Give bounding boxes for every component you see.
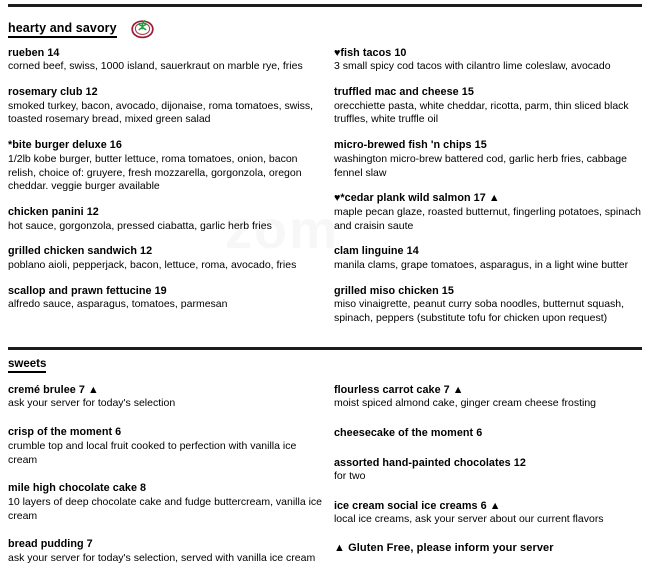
menu-item-description: corned beef, swiss, 1000 island, sauerkraut on marble rye, fries [8, 60, 303, 73]
menu-item-name: flourless carrot cake 7 ▲ [333, 384, 464, 397]
menu-item-description: poblano aioli, pepperjack, bacon, lettuce, roma, avocado, fries [8, 258, 297, 271]
menu-item-description: maple pecan glaze, roasted butternut, fingerling potatoes, spinach and craisin saute [333, 205, 641, 232]
menu-item [8, 138, 324, 194]
section-title-savory: hearty and savory [8, 22, 117, 38]
menu-item [334, 138, 642, 180]
menu-item-name: cheesecake of the moment 6 [333, 427, 483, 440]
menu-item-description: crumble top and local fruit cooked to perfection with vanilla ice cream [8, 439, 297, 466]
sweets-left-column [8, 383, 334, 580]
section-title-sweets: sweets [8, 358, 46, 373]
menu-item-description: hot sauce, gorgonzola, pressed ciabatta, garlic herb fries [8, 219, 272, 232]
menu-item [8, 383, 324, 411]
menu-item [8, 46, 324, 74]
menu-item-name: truffled mac and cheese 15 [333, 86, 474, 99]
menu-item-name: assorted hand-painted chocolates 12 [333, 456, 526, 469]
menu-item-description: orecchiette pasta, white cheddar, ricotta, parm, thin sliced black truffles, white truffle oil [333, 99, 629, 126]
menu-item [334, 191, 642, 233]
menu-item-description: 10 layers of deep chocolate cake and fudge buttercream, vanilla ice cream [8, 495, 323, 522]
menu-item-name: micro-brewed fish 'n chips 15 [333, 139, 487, 152]
menu-item [334, 426, 642, 440]
menu-page [0, 4, 650, 570]
menu-item-description: local ice creams, ask your server about our current flavors [333, 513, 604, 526]
tomato-icon [130, 16, 155, 44]
savory-section-header [8, 16, 642, 44]
menu-item-name: ice cream social ice creams 6 ▲ [333, 499, 501, 512]
menu-item-description: manila clams, grape tomatoes, asparagus, in a light wine butter [333, 258, 629, 271]
menu-item [8, 205, 324, 233]
menu-item-description: 3 small spicy cod tacos with cilantro lime coleslaw, avocado [333, 60, 611, 73]
menu-item [8, 537, 324, 565]
menu-item-description: 1/2lb kobe burger, butter lettuce, roma tomatoes, onion, bacon relish, choice of: gruyere, fresh mozzarella, gorgonzola, oregon cheddar. veggie burger available [8, 152, 302, 193]
menu-item-name: clam linguine 14 [333, 245, 419, 258]
sweets-section [8, 347, 642, 580]
menu-item [334, 244, 642, 272]
menu-item-name: grilled miso chicken 15 [333, 284, 454, 297]
menu-item-name: rueben 14 [8, 47, 60, 59]
menu-item-description: ask your server for today's selection [8, 397, 176, 410]
menu-item-description: smoked turkey, bacon, avocado, dijonaise, roma tomatoes, swiss, toasted rosemary bread, mixed green salad [8, 99, 314, 126]
menu-item-description: for two [333, 470, 366, 482]
menu-item-name: *bite burger deluxe 16 [8, 139, 122, 152]
menu-item [334, 85, 642, 127]
menu-item-description: washington micro-brew battered cod, garlic herb fries, cabbage fennel slaw [333, 152, 627, 179]
sweets-divider [8, 347, 642, 350]
menu-item-name: ♥*cedar plank wild salmon 17 ▲ [333, 192, 500, 205]
menu-item-name: chicken panini 12 [8, 206, 99, 219]
menu-item-description: miso vinaigrette, peanut curry soba noodles, butternut squash, spinach, peppers (substitute tofu for chicken upon request) [333, 298, 625, 324]
savory-columns [8, 46, 642, 326]
menu-item [8, 481, 324, 523]
menu-item [8, 244, 324, 272]
top-divider [8, 4, 642, 7]
menu-item-description: moist spiced almond cake, ginger cream cheese frosting [333, 397, 596, 410]
menu-item-name: grilled chicken sandwich 12 [8, 245, 153, 258]
menu-item [8, 425, 324, 467]
menu-item [334, 383, 642, 411]
menu-item-name: bread pudding 7 [8, 538, 93, 551]
menu-item-name: mile high chocolate cake 8 [8, 482, 147, 495]
menu-item [8, 85, 324, 127]
sweets-right-column [334, 383, 642, 554]
menu-item-description: alfredo sauce, asparagus, tomatoes, parmesan [8, 298, 228, 311]
menu-item-name: ♥fish tacos 10 [333, 47, 407, 59]
savory-left-column [8, 46, 334, 312]
menu-item-name: crisp of the moment 6 [8, 426, 122, 439]
menu-item-name: cremé brulee 7 ▲ [8, 384, 99, 397]
savory-right-column [334, 46, 642, 326]
menu-item-name: rosemary club 12 [8, 86, 98, 99]
menu-item [334, 46, 642, 74]
menu-item [334, 284, 642, 326]
menu-item [8, 284, 324, 312]
menu-item-name: scallop and prawn fettucine 19 [8, 284, 167, 297]
sweets-columns [8, 383, 642, 580]
menu-item [334, 499, 642, 527]
menu-item-description: ask your server for today's selection, served with vanilla ice cream [8, 551, 316, 564]
gluten-free-note: ▲ Gluten Free, please inform your server [333, 542, 554, 555]
menu-item [334, 456, 642, 484]
